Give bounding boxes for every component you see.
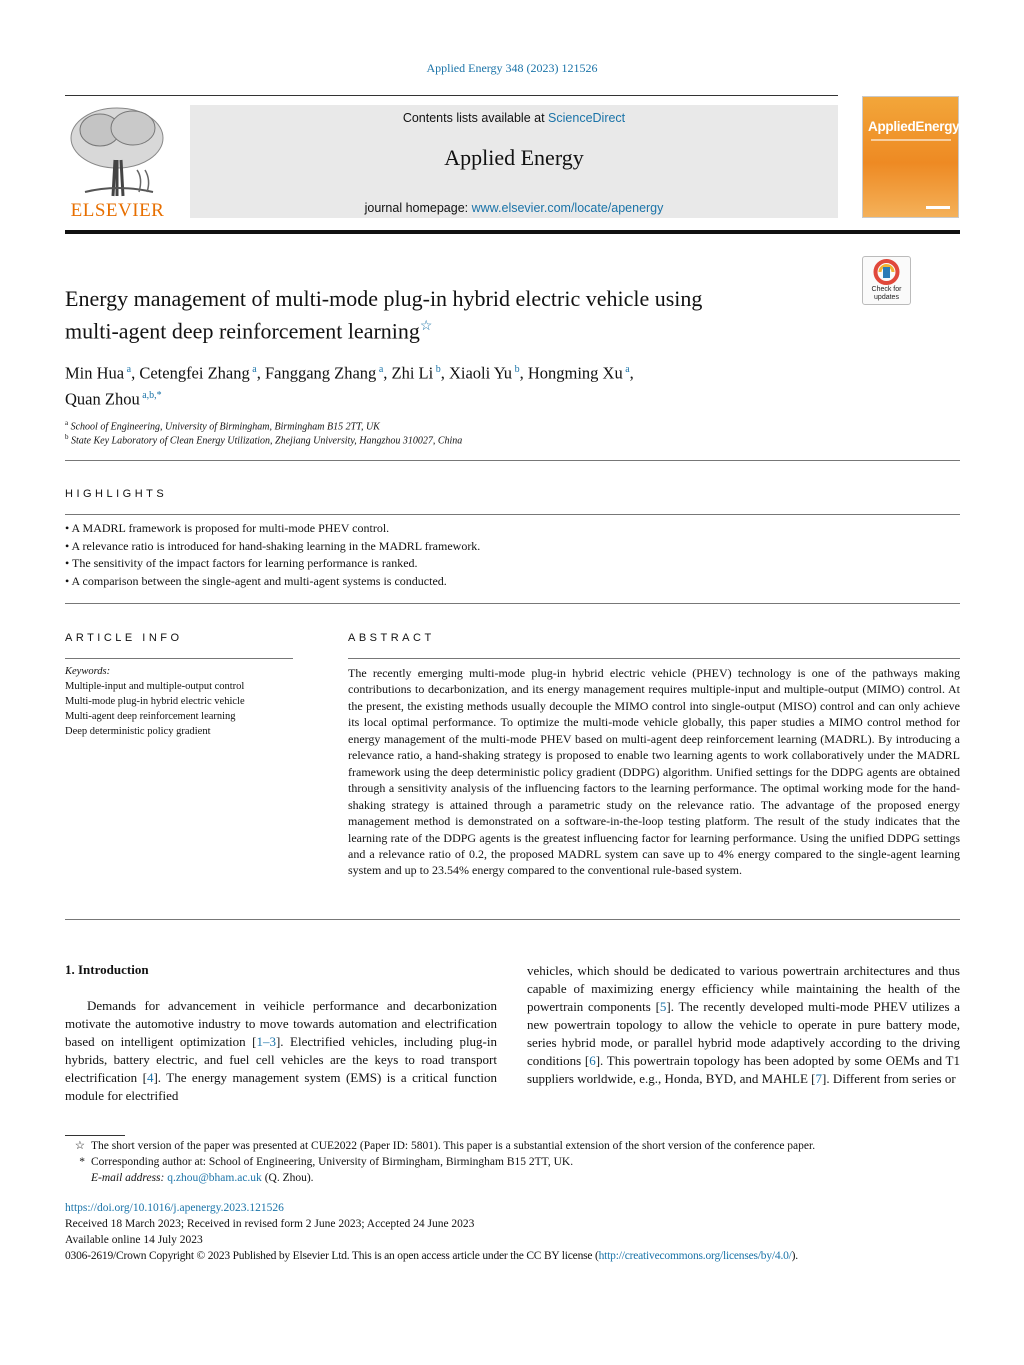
journal-citation[interactable]: Applied Energy 348 (2023) 121526 bbox=[426, 61, 598, 75]
author-affiliation-mark[interactable]: b bbox=[435, 364, 441, 375]
abstract-heading: ABSTRACT bbox=[348, 632, 435, 644]
author-affiliation-mark[interactable]: a bbox=[126, 364, 132, 375]
citation-link[interactable]: 1–3 bbox=[256, 1034, 276, 1049]
highlight-item: • A comparison between the single-agent and multi-agent systems is conducted. bbox=[65, 573, 447, 588]
keywords-label: Keywords: bbox=[65, 666, 111, 677]
divider bbox=[65, 460, 960, 461]
author[interactable]: Fanggang Zhang bbox=[264, 363, 377, 383]
homepage-prefix: journal homepage: bbox=[364, 201, 469, 215]
contents-line bbox=[190, 111, 838, 125]
intro-column-right: vehicles, which should be dedicated to various powertrain architectures and thus capable of maximizing energy efficiency while maintaining the health of the powertrain components [5]. The recently developed multi-mode PHEV utilizes a new powertrain topology to allow the vehicle to operate in pure battery mode, series hybrid mode, or parallel hybrid mode adaptively according to the driving conditions [6]. This powertrain topology has been adopted by some OEMs and T1 suppliers worldwide, e.g., Honda, BYD, and MAHLE [7]. Different from series or bbox=[527, 963, 961, 1086]
footnote-text: Corresponding author at: School of Engineering, University of Birmingham, Birmingham B15 2TT, UK. bbox=[91, 1156, 574, 1168]
divider bbox=[65, 514, 960, 515]
author[interactable]: Xiaoli Yu bbox=[448, 363, 513, 383]
received-dates: Received 18 March 2023; Received in revised form 2 June 2023; Accepted 24 June 2023 bbox=[65, 1218, 475, 1230]
keyword: Multi-agent deep reinforcement learning bbox=[65, 711, 236, 722]
author[interactable]: Hongming Xu bbox=[527, 363, 623, 383]
affiliation-text: State Key Laboratory of Clean Energy Utilization, Zhejiang University, Hangzhou 310027, China bbox=[71, 435, 463, 447]
keywords-block bbox=[65, 664, 295, 739]
title-footnote-mark[interactable]: ☆ bbox=[419, 319, 433, 334]
author[interactable]: Cetengfei Zhang bbox=[139, 363, 250, 383]
contents-prefix: Contents lists available at bbox=[402, 111, 545, 125]
check-for-updates-badge[interactable] bbox=[862, 256, 911, 305]
citation-link[interactable]: 6 bbox=[589, 1053, 596, 1068]
author[interactable]: Zhi Li bbox=[391, 363, 434, 383]
email-link[interactable]: q.zhou@bham.ac.uk bbox=[167, 1172, 262, 1184]
license-link[interactable]: http://creativecommons.org/licenses/by/4.0/ bbox=[598, 1250, 792, 1262]
affiliation-mark: a bbox=[65, 419, 69, 427]
section-heading-introduction: 1. Introduction bbox=[65, 962, 149, 977]
citation-link[interactable]: 5 bbox=[659, 999, 667, 1014]
divider bbox=[348, 658, 960, 659]
author-affiliation-mark[interactable]: a bbox=[378, 364, 384, 375]
abstract-text: The recently emerging multi-mode plug-in hybrid electric vehicle (PHEV) technology is one of the pathways making contributions to decarbonization, and its energy management requires multiple-input and multiple-output (MIMO) control. At the present, the existing methods usually decouple the MIMO control into single-output (MISO) control and can only achieve its local optimal performance. To optimize the multi-mode vehicle globally, this paper studies a MIMO control method for energy management of the multi-mode PHEV based on multi-agent deep reinforcement learning (MADRL). By introducing a relevance ratio, a hand-shaking strategy is proposed to enable two learning agents to work collaboratively under the MADRL framework using the deep deterministic policy gradient (DDPG) algorithm. Unified settings for the DDPG agents are obtained through a sensitivity analysis of the influencing factors to the learning performance. The optimal working mode for the hand-shaking strategy is attained through a parametric study on the relevance ratio. The advantage of the proposed energy management method is demonstrated on a software-in-the-loop testing platform. The result of the study indicates that the learning rate of the DDPG agents is the greatest influencing factor for learning performance. Using the unified DDPG settings and a relevance ratio of 0.2, the proposed MADRL system can save up to 4% energy compared to the single-agent learning system and up to 23.54% energy compared to the conventional rule-based system. bbox=[348, 666, 960, 878]
divider bbox=[65, 603, 960, 604]
divider bbox=[65, 919, 960, 920]
author-list: Min Hua $^a$, Cetengfei Zhang $^a$, Fanggang Zhang $^a$, Zhi Li $^b$, Xiaoli Yu $^b$, Hongming Xu $^a$, Quan Zhou $^{a,b,*}$ bbox=[65, 363, 634, 408]
footnote-mark: * bbox=[79, 1156, 85, 1168]
available-online: Available online 14 July 2023 bbox=[65, 1234, 203, 1246]
check-updates-icon bbox=[863, 257, 910, 287]
elsevier-tree-icon bbox=[65, 100, 170, 200]
title-line-1: Energy management of multi-mode plug-in hybrid electric vehicle using bbox=[65, 286, 703, 311]
sciencedirect-link[interactable]: ScienceDirect bbox=[548, 111, 626, 125]
divider bbox=[65, 658, 293, 659]
journal-title: Applied Energy bbox=[444, 145, 584, 170]
highlight-item: • A relevance ratio is introduced for hand-shaking learning in the MADRL framework. bbox=[65, 538, 481, 553]
author[interactable]: Quan Zhou bbox=[65, 389, 140, 408]
paper-title bbox=[65, 285, 835, 345]
author[interactable]: Min Hua bbox=[65, 363, 125, 383]
email-suffix: (Q. Zhou). bbox=[264, 1172, 314, 1184]
elsevier-logo[interactable] bbox=[65, 100, 170, 220]
author-affiliation-mark[interactable]: b bbox=[514, 364, 520, 375]
footnote-divider bbox=[65, 1135, 125, 1136]
title-line-2: multi-agent deep reinforcement learning bbox=[65, 318, 420, 344]
footnote-star bbox=[65, 1138, 960, 1154]
affiliation-b bbox=[65, 433, 462, 446]
email-label: E-mail address: bbox=[91, 1172, 165, 1184]
footnote-corresponding bbox=[65, 1154, 960, 1170]
keyword: Multiple-input and multiple-output control bbox=[65, 681, 245, 692]
journal-cover-thumbnail[interactable] bbox=[862, 96, 959, 218]
author-affiliation-mark[interactable]: a,b,* bbox=[142, 389, 162, 401]
highlight-item: • The sensitivity of the impact factors for learning performance is ranked. bbox=[65, 556, 418, 570]
affiliation-mark: b bbox=[65, 433, 69, 441]
affiliation-text: School of Engineering, University of Birmingham, Birmingham B15 2TT, UK bbox=[70, 421, 380, 433]
cover-title: AppliedEnergy bbox=[868, 119, 960, 134]
cover-subtitle-bar bbox=[871, 139, 951, 141]
keyword: Deep deterministic policy gradient bbox=[65, 726, 211, 737]
copyright-line: 0306-2619/Crown Copyright © 2023 Published by Elsevier Ltd. This is an open access article under the CC BY license (http://creativecommons.org/licenses/by/4.0/). bbox=[65, 1250, 798, 1262]
journal-header-band bbox=[190, 105, 838, 218]
doi-line bbox=[65, 1200, 960, 1216]
doi-link[interactable]: https://doi.org/10.1016/j.apenergy.2023.121526 bbox=[65, 1202, 284, 1214]
header-divider-top bbox=[65, 95, 838, 96]
elsevier-wordmark: ELSEVIER bbox=[70, 200, 165, 221]
footnote-email bbox=[65, 1170, 960, 1186]
journal-homepage-link[interactable]: www.elsevier.com/locate/apenergy bbox=[471, 201, 664, 215]
header-divider-bottom bbox=[65, 230, 960, 234]
footnote-text: The short version of the paper was presented at CUE2022 (Paper ID: 5801). This paper is a substantial extension of the short version of the conference paper. bbox=[91, 1140, 816, 1152]
author-affiliation-mark[interactable]: a bbox=[252, 364, 257, 375]
article-info-heading: ARTICLE INFO bbox=[65, 632, 183, 644]
citation-link[interactable]: 7 bbox=[815, 1071, 822, 1086]
affiliation-a bbox=[65, 419, 380, 432]
check-updates-label: Check for updates bbox=[871, 286, 902, 301]
intro-column-left: Demands for advancement in veihicle performance and decarbonization motivate the automotive industry to move towards automation and electrification based on intelligent optimization [1–3]. Electrified vehicles, including plug-in hybrids, battery electric, and fuel cell vehicles are the keys to road transport electrification [4]. The energy management system (EMS) is a critical function module for electrified bbox=[65, 998, 497, 1103]
highlights-heading: HIGHLIGHTS bbox=[65, 488, 168, 500]
footnote-mark: ☆ bbox=[74, 1140, 85, 1152]
author-affiliation-mark[interactable]: a bbox=[625, 364, 630, 375]
keyword: Multi-mode plug-in hybrid electric vehicle bbox=[65, 696, 245, 707]
cover-footer-mark bbox=[926, 206, 950, 209]
highlight-item: • A MADRL framework is proposed for multi-mode PHEV control. bbox=[65, 521, 390, 535]
citation-link[interactable]: 4 bbox=[146, 1070, 154, 1085]
homepage-line bbox=[190, 201, 838, 215]
highlights-list bbox=[65, 520, 955, 590]
